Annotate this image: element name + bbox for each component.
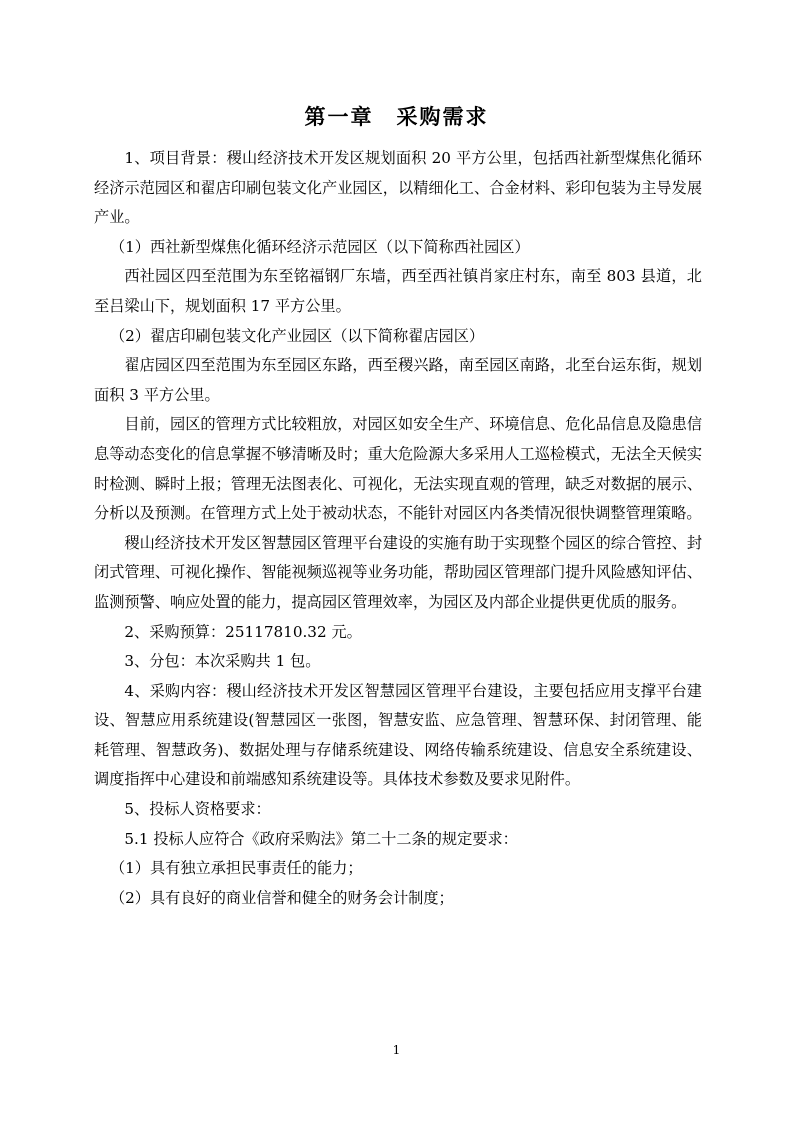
list-item-requirement-1: （1）具有独立承担民事责任的能力； xyxy=(109,859,363,878)
paragraph-project-background: 1、项目背景：稷山经济技术开发区规划面积 20 平方公里，包括西社新型煤焦化循环经济示范园区和翟店印刷包装文化产业园区，以精细化工、合金材料、彩印包装为主导发展产业。 xyxy=(94,149,702,227)
subheading-zhaidian-park: （2）翟店印刷包装文化产业园区（以下简称翟店园区） xyxy=(109,326,485,345)
document-body xyxy=(94,144,702,913)
subheading-xishe-park: （1）西社新型煤焦化循环经济示范园区（以下简称西社园区） xyxy=(109,237,530,256)
chapter-title: 第一章 采购需求 xyxy=(304,105,489,129)
paragraph-lots: 3、分包：本次采购共 1 包。 xyxy=(124,652,321,671)
paragraph-bidder-requirements: 5、投标人资格要求： xyxy=(124,800,271,819)
paragraph-xishe-boundary: 西社园区四至范围为东至铭福钢厂东墙，西至西社镇肖家庄村东，南至 803 县道，北至吕梁山下，规划面积 17 平方公里。 xyxy=(94,267,702,315)
paragraph-platform-benefits: 稷山经济技术开发区智慧园区管理平台建设的实施有助于实现整个园区的综合管控、封闭式管理、可视化操作、智能视频巡视等业务功能，帮助园区管理部门提升风险感知评估、监测预警、响应处置的能力，提高园区管理效率，为园区及内部企业提供更优质的服务。 xyxy=(94,533,702,611)
paragraph-budget: 2、采购预算：25117810.32 元。 xyxy=(124,622,362,641)
paragraph-requirement-5-1: 5.1 投标人应符合《政府采购法》第二十二条的规定要求： xyxy=(124,829,518,848)
paragraph-zhaidian-boundary: 翟店园区四至范围为东至园区东路，西至稷兴路，南至园区南路，北至台运东街，规划面积 3 平方公里。 xyxy=(94,356,702,404)
list-item-requirement-2: （2）具有良好的商业信誉和健全的财务会计制度； xyxy=(109,888,454,907)
paragraph-procurement-content: 4、采购内容：稷山经济技术开发区智慧园区管理平台建设，主要包括应用支撑平台建设、智慧应用系统建设(智慧园区一张图，智慧安监、应急管理、智慧环保、封闭管理、能耗管理、智慧政务)、数据处理与存储系统建设、网络传输系统建设、信息安全系统建设、调度指挥中心建设和前端感知系统建设等。具体技术参数及要求见附件。 xyxy=(94,681,702,789)
paragraph-current-situation: 目前，园区的管理方式比较粗放，对园区如安全生产、环境信息、危化品信息及隐患信息等动态变化的信息掌握不够清晰及时；重大危险源大多采用人工巡检模式，无法全天候实时检测、瞬时上报；管理无法图表化、可视化，无法实现直观的管理，缺乏对数据的展示、分析以及预测。在管理方式上处于被动状态，不能针对园区内各类情况很快调整管理策略。 xyxy=(94,415,702,523)
page-number: 1 xyxy=(392,1043,401,1057)
